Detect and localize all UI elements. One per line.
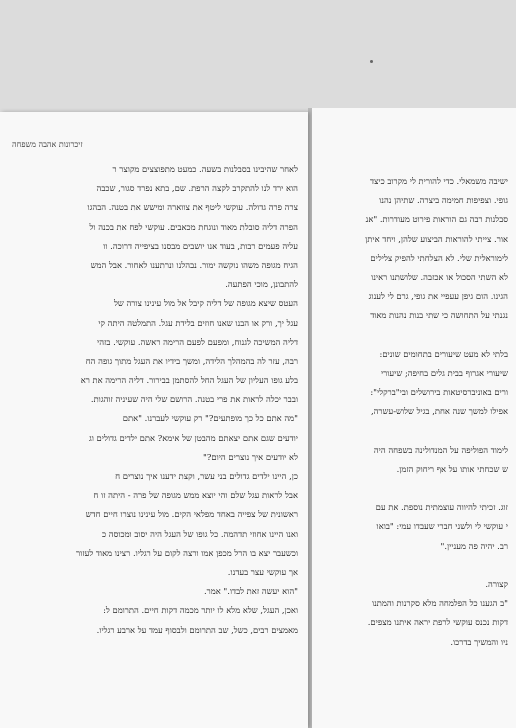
text-line: נגנתי על התחושה כי שתי בנות נהנות מאוד [370, 310, 508, 321]
scan-speck [370, 60, 373, 63]
text-line: בלע גופו העליון של העגל החל להסתמן בבירור. דליה הרימה את רא [80, 375, 298, 386]
right-page-text [312, 172, 508, 652]
text-line: הוא ירד לנו להתקרב לקצה הרפת. שם, בתא נפרד סגור, שכבה [96, 183, 298, 194]
text-line: העטס שיצא מגופה של דליה קיבל אל מול עינינו צורה של [113, 298, 298, 309]
right-page [312, 108, 516, 728]
text-line: לא השתי הסכול או אכזבה. שלושתנו ראינו [371, 271, 508, 282]
blank-line [312, 479, 508, 498]
blank-line [312, 326, 508, 345]
text-line: סבלנות רבה גם הוראות פירוט מעודרות. "אנ [365, 214, 508, 225]
text-line: "מה אתם כל כך מופתעים?" רק עוקשי לעברנו. "אתם [122, 413, 298, 424]
text-line: ראשונית של צפייה באחד מפלאי הקים. מול עינינו נוצרו חיים חדש [85, 509, 298, 520]
text-line: לאחר שהיבינו בסבלנות בשעה. כמעט מתפוצצים מקוצר ר [112, 164, 298, 174]
text-line: "הוא יעשה זאת לבדו." אמר. [203, 586, 298, 597]
text-line: אך עוקשי עצר בעדנו. [227, 566, 298, 577]
left-page-text [10, 160, 298, 640]
text-line: להתבונן, מוכי הפתעה. [225, 279, 298, 290]
text-line: הגיח מגופה משהו נוקשה ימור. נבהלנו ונרתענו לאחור. אבל המש [90, 259, 298, 270]
text-line: לא יודעים איך נוצרים היום?" [203, 451, 298, 462]
text-line: רב. יהיה פה מעניין." [440, 540, 508, 551]
text-line: ישיבה משמאלי. כדי להורית לי מקרוב כיצד [370, 176, 508, 186]
text-line: דקות נכנס עוקשי לרפת יראה איתנו מצפים. [367, 617, 508, 628]
text-line: ואכן, העגל, שלא מלא לו יותר מכמה דקות חיים. התרומם ל: [103, 605, 298, 616]
text-line: י עוקשי לי ולשני חברי שעבדו עמי: "בואו [376, 521, 508, 532]
text-line: עגל יך, ורק או הבנו שאנו חוזים בלידת עגל. התמלטה היתה קי [98, 317, 298, 328]
text-line: ניו והמשיך בדרכו. [450, 636, 508, 647]
text-line: שיעורי אגרוף בבית גלים בחיפה; שיעורי [380, 367, 508, 378]
text-line: אפילו למשך שנה אחת, בגיל שלוש-עשרה, [370, 406, 508, 417]
text-line: גופי. וצפיפות חמימה ביצרה. שתיהן נהנו [379, 195, 508, 206]
text-line: לימוראלית שלי. לא הצלחתי להפיק צלילים [370, 252, 508, 263]
text-line: ואנו היינו אחוזי תדהמה. כל גופו של העגל היה יסוב ומכוסה כ [102, 528, 298, 539]
text-line: הגינו. הום גיפן עעפיי את גופי, גרם לי לענוג [368, 291, 508, 302]
text-line: וכשעבר יצא בו הרל מכפן אמו ורצה לקום על רגליו. רצינו מאוד לעזור [75, 547, 298, 558]
text-line: זוג. זכיתי להיווה עוצמתית נוספת. את עם [375, 502, 508, 513]
blank-line [312, 421, 508, 440]
text-line: ש שכחתי אותו על אף ריחוק הזמן. [396, 463, 508, 474]
text-line: כן, היינו ילדים גדולים בני עשר, וקצת ידענו איך נוצרים ח [115, 471, 298, 481]
blank-line [312, 556, 508, 575]
text-line: מאמצים רבים, כשל, שב התרומם ולבסוף עמד על ארבע רגליו. [96, 624, 298, 635]
text-line: צרה פרה גדולה. עוקשי ליטף את צווארה ומישש את בטנה. הבהגו [87, 202, 298, 213]
running-head: זיכרונות אהבה משפחה [12, 140, 83, 149]
text-line: קצורה. [485, 578, 508, 589]
text-line: עליה פעמים רבות, בעוד אנו יושבים מבסנו בציפייה דרוכה. וו [103, 240, 298, 251]
text-line: לימוד הפוליפה על המנדולינה בשפחה היה [373, 444, 508, 455]
text-line: ובבר יכלה לראות את פרי בטנה. הרושם שלי היה שעיניה זוהגות. [90, 394, 298, 405]
text-line: ורים באוניברסיטאות בירושלים ובי"ברקלי": [370, 387, 508, 398]
text-line: "ב הגענו כל הפלמחה מלא סקרנות והמתנו [371, 598, 508, 609]
text-line: הפרה דליה סובלת מאוד ונוגחת מכאבים. עוקשי לפח את בכנה ול [89, 221, 298, 232]
text-line: רבה, עזר לה בהמהלך הלידה, ומשך בידיו את העגל מתוך גופה הח [85, 355, 298, 366]
left-page [0, 112, 308, 728]
text-line: יודעים שגם אתם יצאתם מהבטן של אימא? אתם ילדים גדולים וג [88, 432, 298, 443]
text-line: דליה המשיכה לגנוח, ומפעם לפעם הרימה ראשה. עוקשי. בזהי [97, 336, 298, 347]
text-line: בלתי לא מעט שיעורים בתחומים שונים: [379, 348, 508, 359]
text-line: אבל לראות עגל שלם והי יוצא ממש מגופה של פרה - היתה זו ח [93, 490, 298, 501]
text-line: אור. צייתי להוראות הביצוע שלהן, ויחד איתן [365, 233, 508, 244]
